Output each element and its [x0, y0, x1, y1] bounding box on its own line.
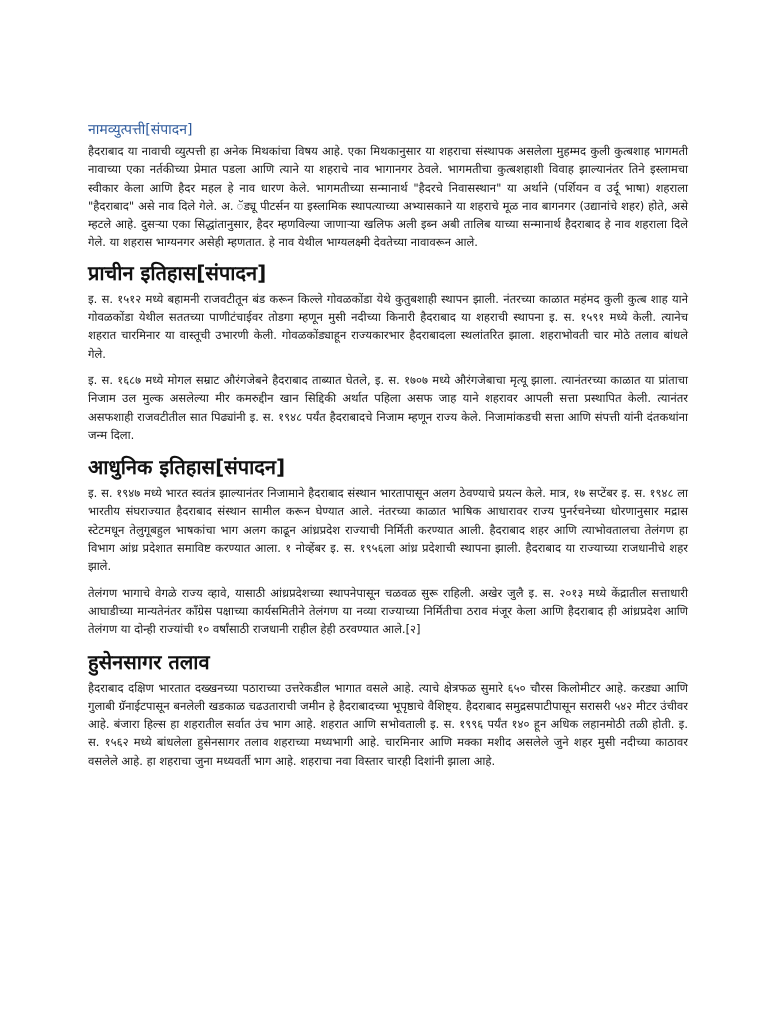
paragraph-hussain-sagar: हैदराबाद दक्षिण भारतात दख्खनच्या पठाराच्या उत्तरेकडील भागात वसले आहे. त्याचे क्षेत्रफळ सुमारे ६५० चौरस किलोमीटर आहे. करड्या आणि गुलाबी ग्रॅनाईटपासून बनलेली खडकाळ चढउताराची जमीन हे हैदराबादच्या भूपृष्ठाचे वैशिष्ट्य. हैदराबाद समुद्रसपाटीपासून सरासरी ५४२ मीटर उंचीवर आहे. बंजारा हिल्स हा शहरातील सर्वात उंच भाग आहे. शहरात आणि सभोवताली इ. स. १९९६ पर्यंत १४० हून अधिक लहानमोठी तळी होती. इ. स. १५६२ मध्ये बांधलेला हुसेनसागर तलाव शहराच्या मध्यभागी आहे. चारमिनार आणि मक्का मशीद असलेले जुने शहर मुसी नदीच्या काठावर वसलेले आहे. हा शहराचा जुना मध्यवर्ती भाग आहे. शहराचा नवा विस्तार चारही दिशांनी झाला आहे.: [88, 680, 688, 768]
heading-ancient-history: प्राचीन इतिहास[संपादन]: [88, 260, 267, 285]
paragraph-ancient-history-1: इ. स. १५१२ मध्ये बहामनी राजवटीतून बंड करून किल्ले गोवळकोंडा येथे कुतुबशाही स्थापन झाली. नंतरच्या काळात महंमद कुली कुत्ब शाह याने गोवळकोंडा येथील सततच्या पाणीटंचाईवर तोडगा म्हणून मुसी नदीच्या किनारी हैदराबाद या शहराची स्थापना इ. स. १५९१ मध्ये केली. त्यानेच शहरात चारमिनार या वास्तूची उभारणी केली. गोवळकोंड्याहून राज्यकारभार हैदराबादला स्थलांतरित झाला. शहराभोवती चार मोठे तलाव बांधले गेले.: [88, 291, 688, 361]
paragraph-modern-history-1: इ. स. १९४७ मध्ये भारत स्वतंत्र झाल्यानंतर निजामाने हैदराबाद संस्थान भारतापासून अलग ठेवण्याचे प्रयत्न केले. मात्र, १७ सप्टेंबर इ. स. १९४८ ला भारतीय संघराज्यात हैदराबाद संस्थान सामील करून घेण्यात आले. नंतरच्या काळात भाषिक आधारावर राज्य पुनर्रचनेच्या धोरणानुसार मद्रास स्टेटमधून तेलुगूबहुल भाषकांचा भाग अलग काढून आंध्रप्रदेश राज्याची निर्मिती करण्यात आली. हैदराबाद शहर आणि त्याभोवतालचा तेलंगण हा विभाग आंध्र प्रदेशात समाविष्ट करण्यात आला. १ नोव्हेंबर इ. स. १९५६ला आंध्र प्रदेशाची स्थापना झाली. हैदराबाद या राज्याच्या राजधानीचे शहर झाले.: [88, 486, 688, 574]
heading-etymology: नामव्युत्पत्ती[संपादन]: [88, 122, 193, 138]
paragraph-ancient-history-2: इ. स. १६८७ मध्ये मोगल सम्राट औरंगजेबने हैदराबाद ताब्यात घेतले, इ. स. १७०७ मध्ये औरंगजेबाचा मृत्यू झाला. त्यानंतरच्या काळात या प्रांताचा निजाम उल मुल्क असलेल्या मीर कमरुद्दीन खान सिद्दिकी अर्थात पहिला असफ जाह याने शहरावर आपली सत्ता प्रस्थापित केली. त्यानंतर असफशाही राजवटीतील सात पिढ्यांनी इ. स. १९४८ पर्यंत हैदराबादचे निजाम म्हणून राज्य केले. निजामांकडची सत्ता आणि संपत्ती यांनी दंतकथांना जन्म दिला.: [88, 372, 688, 442]
heading-hussain-sagar: हुसेनसागर तलाव: [88, 649, 210, 674]
heading-modern-history: आधुनिक इतिहास[संपादन]: [88, 455, 286, 480]
paragraph-modern-history-2: तेलंगण भागाचे वेगळे राज्य व्हावे, यासाठी आंध्रप्रदेशच्या स्थापनेपासून चळवळ सुरू राहिली. अखेर जुलै इ. स. २०१३ मध्ये केंद्रातील सत्ताधारी आघाडीच्या मान्यतेनंतर कॉंग्रेस पक्षाच्या कार्यसमितीने तेलंगण या नव्या राज्याच्या निर्मितीचा ठराव मंजूर केला आणि हैदराबाद ही आंध्रप्रदेश आणि तेलंगण या दोन्ही राज्यांची १० वर्षांसाठी राजधानी राहील हेही ठरवण्यात आले.[२]: [88, 585, 688, 637]
paragraph-etymology: हैदराबाद या नावाची व्युत्पत्ती हा अनेक मिथकांचा विषय आहे. एका मिथकानुसार या शहराचा संस्थापक असलेला मुहम्मद कुली कुत्बशाह भागमती नावाच्या एका नर्तकीच्या प्रेमात पडला आणि त्याने या शहराचे नाव भागानगर ठेवले. भागमतीचा कुत्बशहाशी विवाह झाल्यानंतर तिने इस्लामचा स्वीकार केला आणि हैदर महल हे नाव धारण केले. भागमतीच्या सन्मानार्थ "हैदरचे निवासस्थान" या अर्थाने (पर्शियन व उर्दू भाषा) शहराला "हैदराबाद" असे नाव दिले गेले. अ. ॅड्यू पीटर्सन या इस्लामिक स्थापत्याच्या अभ्यासकाने या शहराचे मूळ नाव बागनगर (उद्यानांचे शहर) होते, असे म्हटले आहे. दुसऱ्या एका सिद्धांतानुसार, हैदर म्हणविल्या जाणाऱ्या खलिफ अली इब्न अबी तालिब याच्या सन्मानार्थ हैदराबाद हे नाव शहराला दिले गेले. या शहरास भाग्यनगर असेही म्हणतात. हे नाव येथील भाग्यलक्ष्मी देवतेच्या नावावरून आले.: [88, 144, 688, 250]
document-page: [88, 120, 688, 778]
